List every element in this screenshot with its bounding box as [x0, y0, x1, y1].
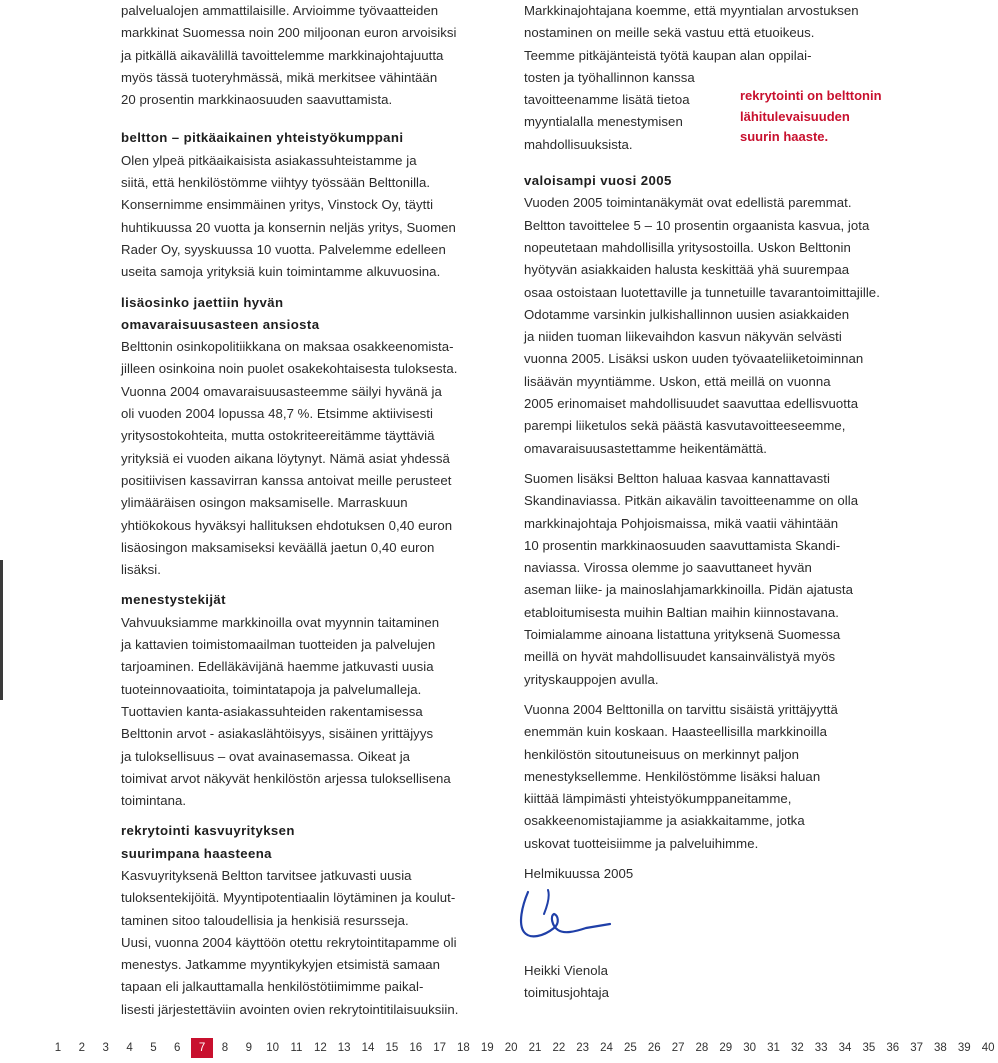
paragraph-gap — [524, 855, 909, 863]
page-link-34[interactable]: 34 — [838, 1042, 852, 1054]
heading-line: omavaraisuusasteen ansiosta — [121, 316, 320, 332]
text-line: lisäävän myyntiämme. Uskon, että meillä on vuonna — [524, 373, 831, 389]
section-heading — [121, 127, 476, 149]
text-line: ja tuloksellisuus – ovat avainasemassa. Oikeat ja — [121, 748, 411, 764]
text-line: ja kattavien toimistomaailman tuotteiden ja palvelujen — [121, 637, 436, 653]
text-line: palvelualojen ammattilaisille. Arvioimme työvaatteiden — [121, 3, 439, 18]
paragraph-gap — [121, 111, 476, 127]
text-line: henkilöstön sitoutuneisuus on merkinnyt paljon — [524, 746, 800, 762]
page-link-19[interactable]: 19 — [480, 1042, 494, 1054]
paragraph-gap — [121, 284, 476, 292]
text-line: mahdollisuuksista. — [524, 136, 633, 152]
page-link-17[interactable]: 17 — [433, 1042, 446, 1054]
text-line: myyntialalla menestymisen — [524, 114, 683, 130]
paragraph — [524, 863, 909, 885]
page-link-29[interactable]: 29 — [719, 1042, 733, 1054]
page-link-22[interactable]: 22 — [552, 1042, 566, 1054]
paragraph-gap — [121, 581, 476, 589]
page-link-2[interactable]: 2 — [78, 1042, 86, 1054]
text-line: Kasvuyrityksenä Beltton tarvitsee jatkuvasti uusia — [121, 867, 412, 883]
text-line: menestys. Jatkamme myyntikykyjen etsimistä samaan — [121, 957, 441, 973]
text-line: nostaminen on meille sekä vastuu että etuoikeus. — [524, 25, 815, 41]
heading-line: valoisampi vuosi 2005 — [524, 173, 672, 189]
text-line: tosten ja työhallinnon kanssa — [524, 69, 695, 85]
text-line: Vuoden 2005 toimintanäkymät ovat edellistä paremmat. — [524, 195, 852, 211]
section-heading — [121, 292, 476, 337]
text-line: Markkinajohtajana koemme, että myyntialan arvostuksen — [524, 3, 859, 18]
signer-title: toimitusjohtaja — [524, 985, 610, 1001]
page-link-12[interactable]: 12 — [313, 1042, 327, 1054]
text-line: taminen sitoo taloudellisia ja henkisiä resursseja. — [121, 912, 409, 928]
page-link-27[interactable]: 27 — [671, 1042, 685, 1054]
text-line: myös tässä tuoteryhmässä, mikä merkitsee vähintään — [121, 69, 438, 85]
text-line: tuloksentekijöitä. Myyntipotentiaalin löytäminen ja koulut- — [121, 890, 456, 906]
text-line: Beltton tavoittelee 5 – 10 prosentin orgaanista kasvua, jota — [524, 217, 870, 233]
page-link-37[interactable]: 37 — [910, 1042, 923, 1054]
section-heading — [121, 820, 476, 865]
pull-quote-line: rekrytointi on belttonin — [740, 88, 882, 103]
section-heading — [524, 170, 909, 192]
left-column — [121, 0, 476, 1021]
paragraph — [121, 865, 476, 1021]
text-line: siitä, että henkilöstömme viihtyy työssään Belttonilla. — [121, 175, 431, 191]
page-link-7[interactable]: 7 — [191, 1038, 213, 1058]
text-line: parempi liiketulos sekä päästä kasvutavoitteeseemme, — [524, 418, 846, 434]
page-link-31[interactable]: 31 — [767, 1042, 780, 1054]
signature-graphic — [514, 884, 624, 954]
page-link-38[interactable]: 38 — [934, 1042, 947, 1054]
page-link-13[interactable]: 13 — [337, 1042, 351, 1054]
text-line: Odotamme varsinkin julkishallinnon uusien asiakkaiden — [524, 306, 850, 322]
text-line: 20 prosentin markkinaosuuden saavuttamista. — [121, 92, 393, 108]
page-edge-marker — [0, 560, 3, 700]
text-line: Skandinaviassa. Pitkän aikavälin tavoitteenamme on olla — [524, 493, 859, 509]
text-line: lisäosingon maksamiseksi keväällä jaetun 0,40 euron — [121, 539, 435, 555]
paragraph-gap — [524, 691, 909, 699]
pull-quote-line: suurin haaste. — [740, 129, 829, 144]
text-line: omavaraisuusastettamme heikentämättä. — [524, 440, 768, 456]
page-navigation — [0, 1038, 995, 1058]
paragraph — [121, 612, 476, 813]
page-link-14[interactable]: 14 — [361, 1042, 375, 1054]
page-link-3[interactable]: 3 — [102, 1042, 109, 1054]
heading-line: beltton – pitkäaikainen yhteistyökumppani — [121, 130, 404, 146]
paragraph — [121, 150, 476, 284]
text-line: jilleen osinkoina noin puolet osakekohtaisesta tuloksesta. — [121, 361, 458, 377]
text-line: tapaan eli jalkauttamalla henkilöstötiimimme paikal- — [121, 979, 424, 995]
page-link-30[interactable]: 30 — [743, 1042, 757, 1054]
page-link-23[interactable]: 23 — [576, 1042, 590, 1054]
text-line: enemmän kuin koskaan. Haasteellisilla markkinoilla — [524, 724, 828, 740]
text-line: nopeutetaan mahdollisilla yritysostoilla. Uskon Belttonin — [524, 239, 851, 255]
page-link-9[interactable]: 9 — [245, 1042, 252, 1054]
paragraph — [524, 192, 909, 460]
paragraph — [524, 699, 909, 855]
text-line: huhtikuussa 20 vuotta ja konsernin neljäs yritys, Suomen — [121, 219, 456, 235]
text-line: ylimääräisen osingon maksamiselle. Marraskuun — [121, 495, 408, 511]
text-line: markkinat Suomessa noin 200 miljoonan euron arvoisiksi — [121, 25, 457, 41]
text-line: Vuonna 2004 Belttonilla on tarvittu sisäistä yrittäjyyttä — [524, 701, 838, 717]
pull-quote-line: lähitulevaisuuden — [740, 108, 850, 124]
paragraph — [121, 0, 476, 111]
page-link-35[interactable]: 35 — [862, 1042, 876, 1054]
text-line: Toimialamme ainoana listattuna yrityksenä Suomessa — [524, 627, 841, 643]
pull-quote — [740, 86, 910, 148]
text-line: hyötyvän asiakkaiden halusta keskittää yhä suurempaa — [524, 262, 850, 278]
text-line: lisäksi. — [121, 562, 161, 578]
text-line: Helmikuussa 2005 — [524, 865, 634, 881]
page-link-16[interactable]: 16 — [409, 1042, 423, 1054]
text-line: osaa ostoistaan luotettaville ja tunnetuille tavarantoimittajille. — [524, 284, 880, 300]
page-link-39[interactable]: 39 — [957, 1042, 971, 1054]
text-line: meillä on hyvät mahdollisuudet kansainvälistyä myös — [524, 649, 836, 665]
text-line: Belttonin osinkopolitiikkana on maksaa osakkeenomista- — [121, 339, 454, 355]
text-line: menestyksellemme. Henkilöstömme lisäksi haluan — [524, 768, 821, 784]
text-line: positiivisen kassavirran kanssa antoivat meille perusteet — [121, 472, 452, 488]
text-line: aseman liike- ja mainoslahjamarkkinoilla. Pidän ajatusta — [524, 582, 853, 598]
page-link-6[interactable]: 6 — [174, 1042, 181, 1054]
page-link-4[interactable]: 4 — [126, 1042, 133, 1054]
text-line: markkinajohtaja Pohjoismaissa, mikä vaatii vähintään — [524, 515, 839, 531]
text-line: oli vuoden 2004 lopussa 48,7 %. Etsimme aktiivisesti — [121, 406, 433, 422]
text-line: lisesti järjestettäviin avointen ovien rekrytointitilaisuuksiin. — [121, 1001, 459, 1017]
text-line: Konsernimme ensimmäinen yritys, Vinstock Oy, täytti — [121, 197, 434, 213]
heading-line: suurimpana haasteena — [121, 845, 272, 861]
text-line: uskovat tuotteisiimme ja palveluihimme. — [524, 835, 759, 851]
paragraph — [121, 336, 476, 581]
signer-name: Heikki Vienola — [524, 963, 609, 978]
text-line: yrityskauppojen avulla. — [524, 671, 659, 687]
text-line: useita samoja yrityksiä kuin toimintamme alkuvuosina. — [121, 264, 441, 280]
paragraph-gap — [524, 156, 909, 170]
page-link-25[interactable]: 25 — [623, 1042, 637, 1054]
text-line: osakkeenomistajiamme ja asiakkaitamme, jotka — [524, 813, 805, 829]
text-line: Vahvuuksiamme markkinoilla ovat myynnin taitaminen — [121, 614, 440, 630]
text-line: 10 prosentin markkinaosuuden saavuttamista Skandi- — [524, 537, 841, 553]
page-link-21[interactable]: 21 — [528, 1042, 542, 1054]
page-link-10[interactable]: 10 — [266, 1042, 280, 1054]
signer-block — [524, 960, 609, 1005]
text-line: yritysostokohteita, mutta ostokriteereitämme täyttäviä — [121, 428, 435, 444]
heading-line: lisäosinko jaettiin hyvän — [121, 294, 284, 310]
text-line: naviassa. Virossa olemme jo saavuttaneet hyvän — [524, 560, 812, 576]
page-link-24[interactable]: 24 — [600, 1042, 613, 1054]
page-link-28[interactable]: 28 — [695, 1042, 709, 1054]
paragraph-gap — [121, 812, 476, 820]
page-link-8[interactable]: 8 — [221, 1042, 229, 1054]
page-link-18[interactable]: 18 — [457, 1042, 470, 1054]
text-line: 2005 erinomaiset mahdollisuudet saavuttaa edellisvuotta — [524, 396, 859, 412]
heading-line: menestystekijät — [121, 592, 226, 608]
text-line: Teemme pitkäjänteistä työtä kaupan alan oppilai- — [524, 47, 812, 63]
text-line: tuoteinnovaatioita, toimintatapoja ja palvelumalleja. — [121, 681, 422, 697]
paragraph-gap — [524, 460, 909, 468]
text-line: Vuonna 2004 omavaraisuusasteemme säilyi hyvänä ja — [121, 383, 442, 399]
text-line: yrityksiä ei vuoden aikana löytynyt. Nämä asiat yhdessä — [121, 450, 450, 466]
text-line: kiittää lämpimästi yhteistyökumppaneitamme, — [524, 791, 792, 807]
text-line: etabloitumisesta muihin Baltian maihin kiinnostavana. — [524, 604, 839, 620]
page-link-26[interactable]: 26 — [647, 1042, 661, 1054]
page-link-1[interactable]: 1 — [54, 1042, 62, 1054]
text-line: ja niiden tuoman liikevaihdon kasvun näkyvän selvästi — [524, 329, 842, 345]
text-line: yhtiökokous hyväksyi hallituksen ehdotuksen 0,40 euron — [121, 517, 453, 533]
text-line: vuonna 2005. Lisäksi uskon uuden työvaateliiketoiminnan — [524, 351, 864, 367]
text-line: Tuottavien kanta-asiakassuhteiden rakentamisessa — [121, 703, 423, 719]
page-link-11[interactable]: 11 — [290, 1042, 303, 1054]
text-line: toimivat arvot näkyvät henkilöstön arjessa tuloksellisena — [121, 770, 451, 786]
page-link-20[interactable]: 20 — [504, 1042, 518, 1054]
text-line: tavoitteenamme lisätä tietoa — [524, 92, 690, 108]
text-line: tarjoaminen. Edelläkävijänä haemme jatkuvasti uusia — [121, 659, 434, 675]
page-link-36[interactable]: 36 — [886, 1042, 900, 1054]
text-line: ja pitkällä aikavälillä tavoittelemme markkinajohtajuutta — [121, 47, 444, 63]
text-line: Uusi, vuonna 2004 käyttöön otettu rekrytointitapamme oli — [121, 934, 457, 950]
text-line: Suomen lisäksi Beltton haluaa kasvaa kannattavasti — [524, 470, 830, 486]
text-line: toimintana. — [121, 793, 187, 809]
heading-line: rekrytointi kasvuyrityksen — [121, 823, 295, 839]
page-link-5[interactable]: 5 — [150, 1042, 157, 1054]
text-line: Olen ylpeä pitkäaikaisista asiakassuhteistamme ja — [121, 152, 417, 168]
page-link-15[interactable]: 15 — [385, 1042, 399, 1054]
text-line: Belttonin arvot - asiakaslähtöisyys, sisäinen yrittäjyys — [121, 726, 434, 742]
section-heading — [121, 589, 476, 611]
text-line: Rader Oy, syyskuussa 10 vuotta. Palvelemme edelleen — [121, 241, 446, 257]
page-link-32[interactable]: 32 — [790, 1042, 804, 1054]
paragraph — [524, 468, 909, 691]
page-link-40[interactable]: 40 — [981, 1042, 995, 1054]
page-link-33[interactable]: 33 — [814, 1042, 828, 1054]
